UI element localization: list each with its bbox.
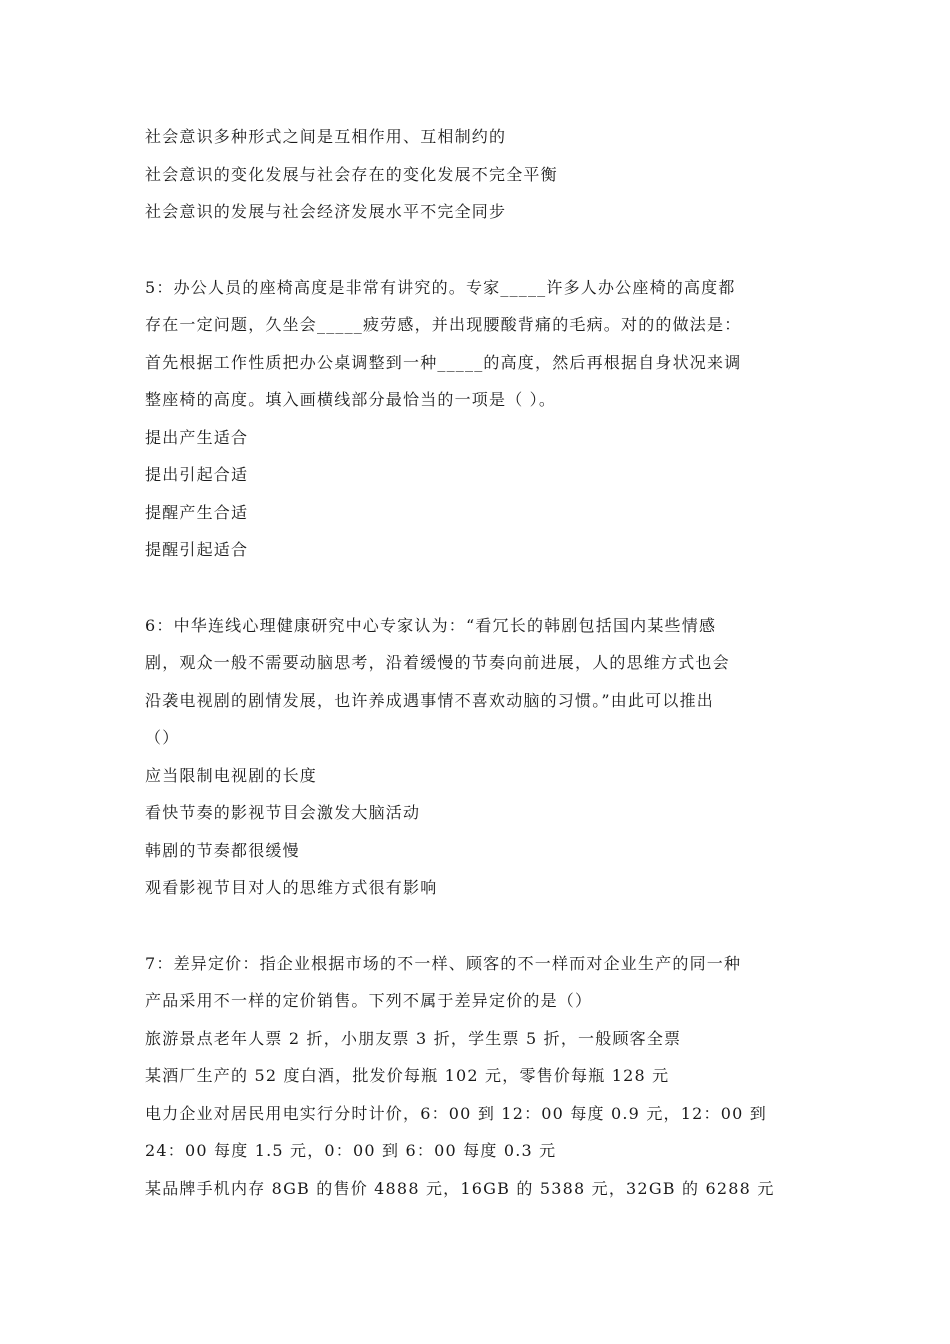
option-line: 提醒产生合适 xyxy=(145,502,249,522)
question-stem-line: 存在一定问题，久坐会_____疲劳感，并出现腰酸背痛的毛病。对的的做法是： xyxy=(145,315,742,334)
option-line: 电力企业对居民用电实行分时计价，6：00 到 12：00 每度 0.9 元，12：00 到 xyxy=(145,1103,767,1123)
option-line: 观看影视节目对人的思维方式很有影响 xyxy=(145,878,438,897)
option-line: 某酒厂生产的 52 度白酒，批发价每瓶 102 元，零售价每瓶 128 元 xyxy=(145,1066,670,1085)
option-line: 应当限制电视剧的长度 xyxy=(145,765,318,785)
question-stem-line: 沿袭电视剧的剧情发展，也许养成遇事情不喜欢动脑的习惯。”由此可以推出 xyxy=(145,690,714,710)
question-stem-line: 整座椅的高度。填入画横线部分最恰当的一项是（ ）。 xyxy=(145,390,557,409)
question-stem-line: （） xyxy=(145,728,180,747)
option-line: 提醒引起适合 xyxy=(145,540,249,559)
option-line: 旅游景点老年人票 2 折，小朋友票 3 折，学生票 5 折，一般顾客全票 xyxy=(145,1028,682,1048)
option-line: 某品牌手机内存 8GB 的售价 4888 元，16GB 的 5388 元，32GB 的 6288 元 xyxy=(145,1178,775,1198)
question-5 xyxy=(145,269,810,569)
question-stem-line: 6：中华连线心理健康研究中心专家认为：“看冗长的韩剧包括国内某些情感 xyxy=(145,615,717,635)
option-line: 24：00 每度 1.5 元，0：00 到 6：00 每度 0.3 元 xyxy=(145,1141,557,1160)
option-line: 社会意识多种形式之间是互相作用、互相制约的 xyxy=(145,127,507,146)
option-line: 看快节奏的影视节目会激发大脑活动 xyxy=(145,803,421,822)
question-stem-line: 剧，观众一般不需要动脑思考，沿着缓慢的节奏向前进展，人的思维方式也会 xyxy=(145,653,730,672)
option-line: 提出引起合适 xyxy=(145,465,249,484)
question-stem-line: 7：差异定价：指企业根据市场的不一样、顾客的不一样而对企业生产的同一种 xyxy=(145,953,742,973)
block-gap xyxy=(145,569,810,607)
block-gap xyxy=(145,231,810,269)
block-gap xyxy=(145,907,810,945)
option-line: 提出产生适合 xyxy=(145,427,249,447)
option-line: 韩剧的节奏都很缓慢 xyxy=(145,840,300,860)
question-stem-line: 产品采用不一样的定价销售。下列不属于差异定价的是（） xyxy=(145,991,593,1010)
question-7 xyxy=(145,945,810,1208)
question-6 xyxy=(145,607,810,907)
question-stem-line: 5：办公人员的座椅高度是非常有讲究的。专家_____许多人办公座椅的高度都 xyxy=(145,277,736,297)
option-line: 社会意识的发展与社会经济发展水平不完全同步 xyxy=(145,202,507,221)
question-stem-line: 首先根据工作性质把办公桌调整到一种_____的高度，然后再根据自身状况来调 xyxy=(145,352,742,372)
document-page xyxy=(145,118,810,1207)
option-line: 社会意识的变化发展与社会存在的变化发展不完全平衡 xyxy=(145,164,558,184)
intro-options xyxy=(145,118,810,231)
